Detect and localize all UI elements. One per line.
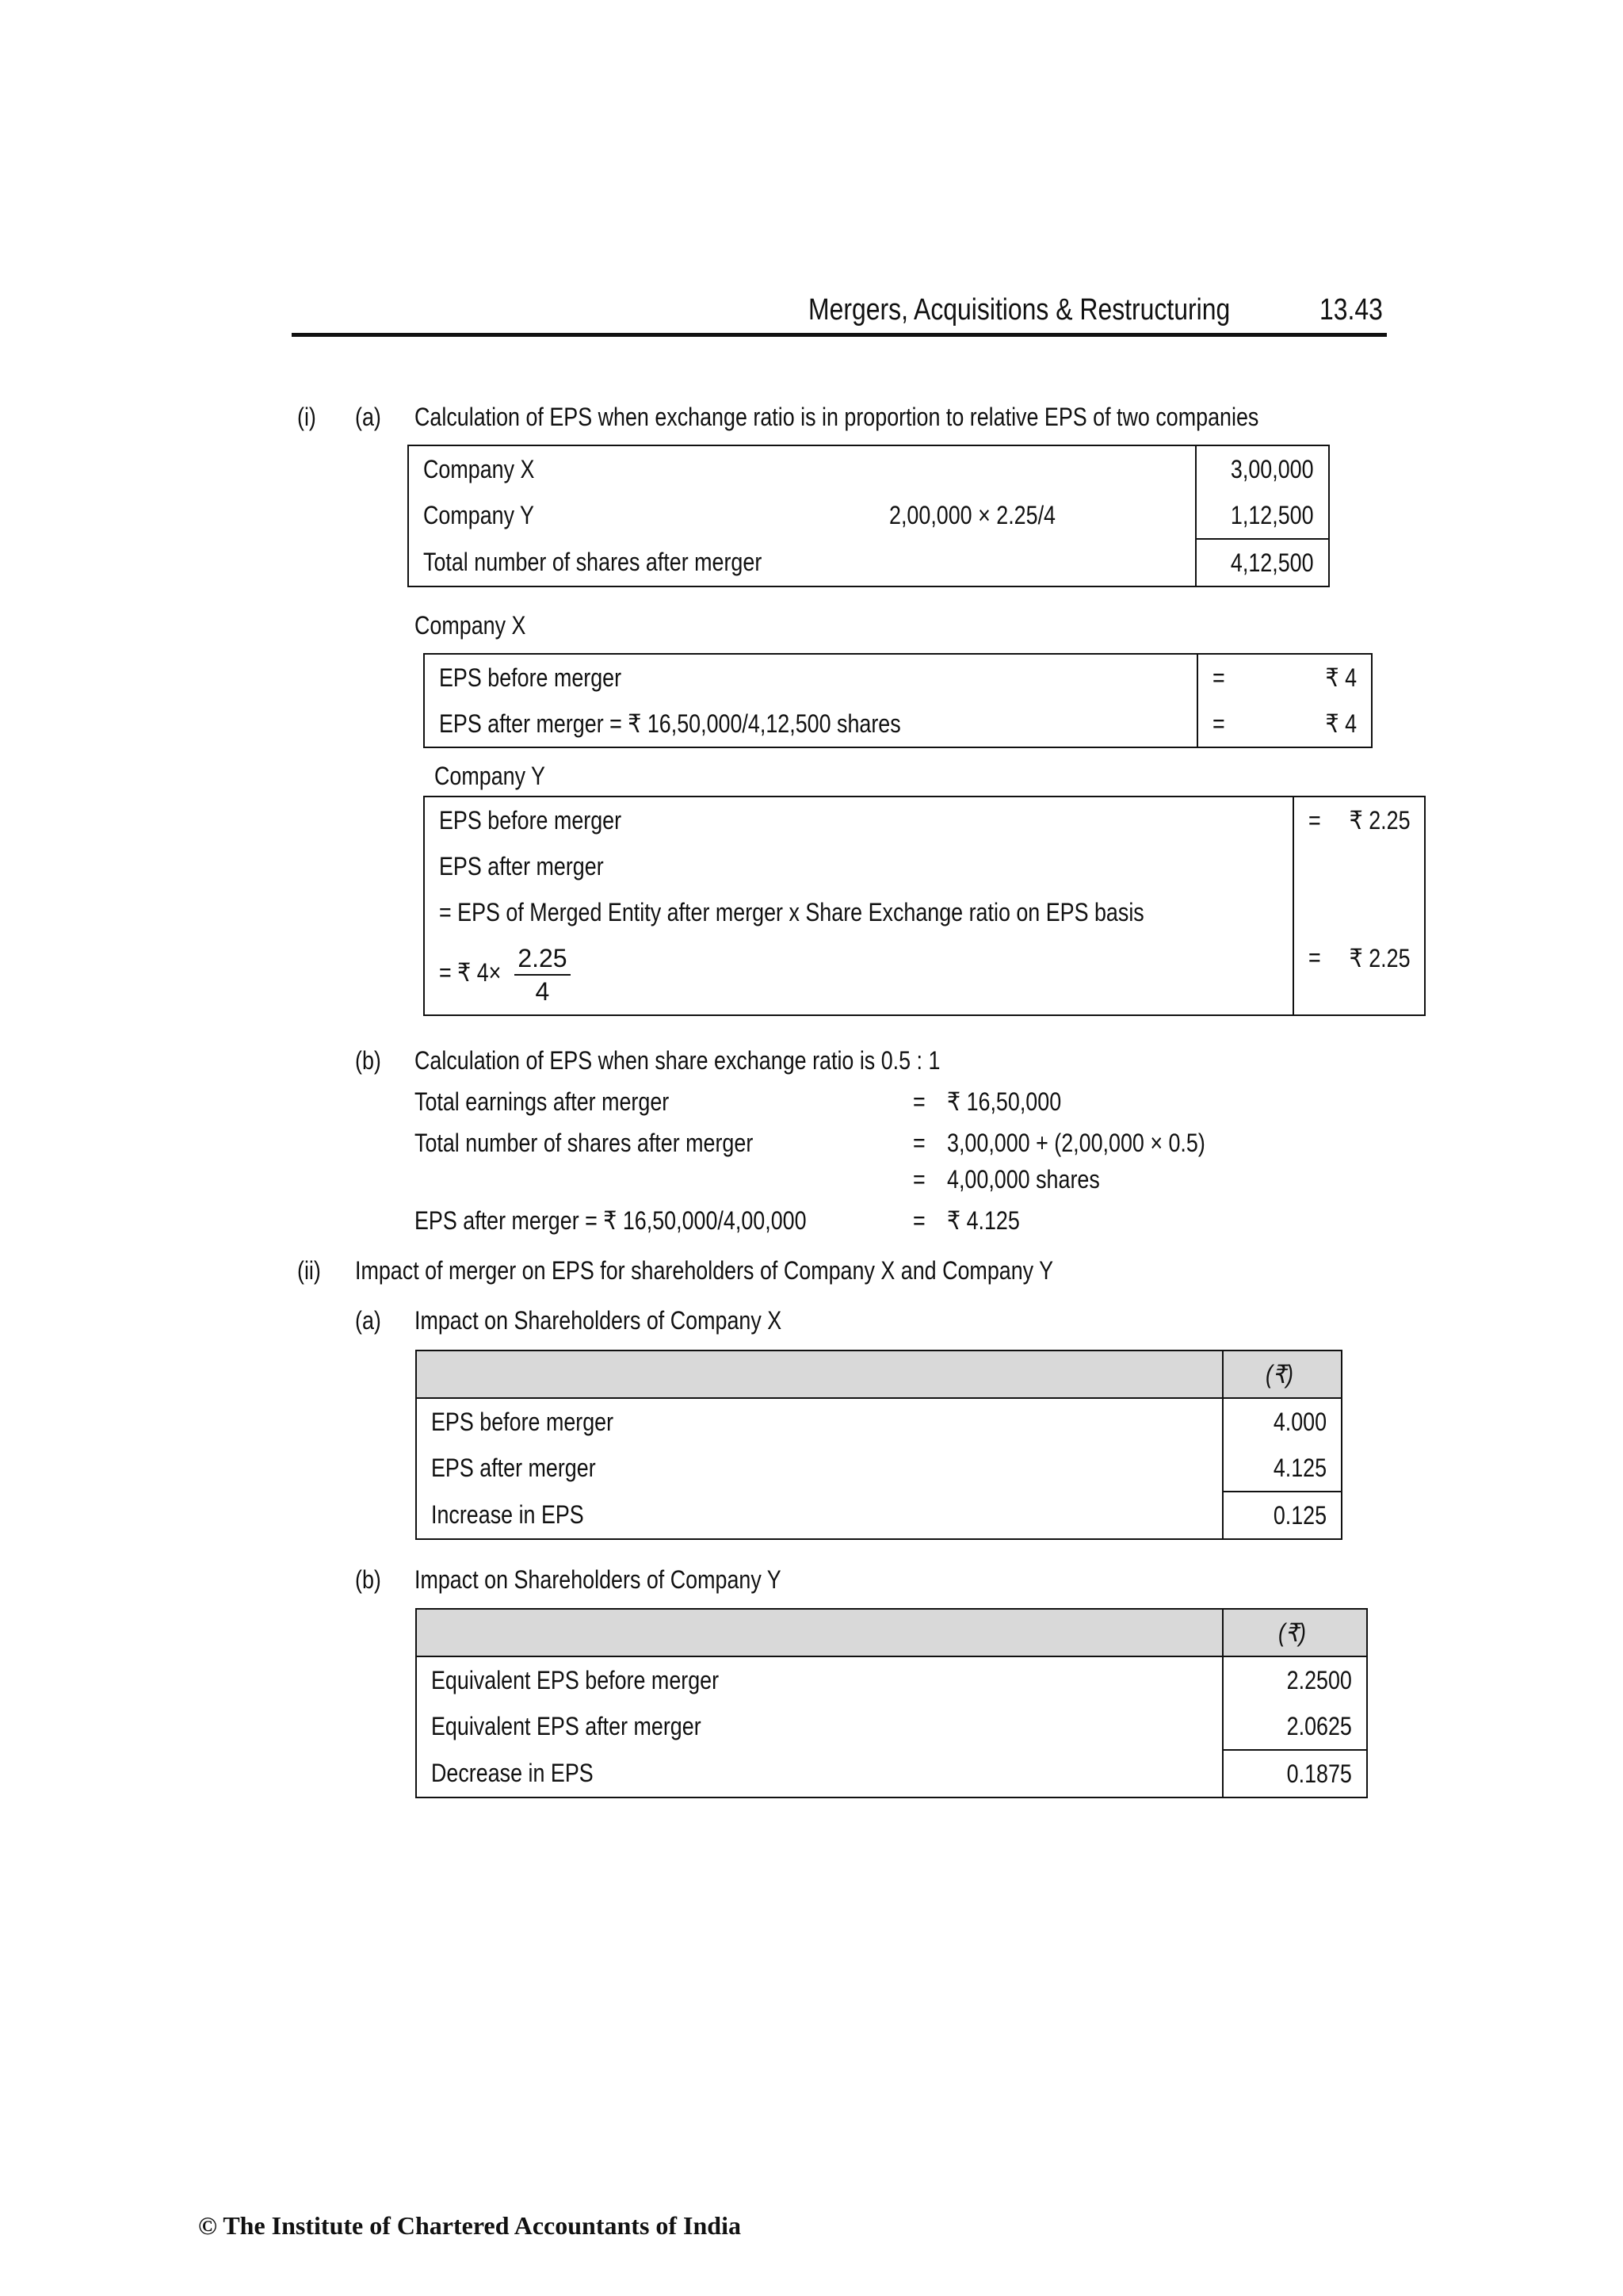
part-i-number: (i)	[297, 403, 316, 431]
footer-copyright: © The Institute of Chartered Accountants of India	[198, 2211, 741, 2240]
table-row	[424, 889, 1425, 935]
table-row	[408, 539, 1329, 586]
row-value: 2.2500	[1223, 1656, 1367, 1703]
row-formula: 2,00,000 × 2.25/4	[889, 501, 1056, 529]
row-value: ₹ 4	[1325, 709, 1357, 738]
part-ii-heading: Impact of merger on EPS for shareholders of Company X and Company Y	[355, 1256, 1054, 1285]
row-formula	[723, 445, 1196, 492]
company-y-impact-table	[415, 1608, 1368, 1798]
fraction: $\frac{2.25}{4}$	[514, 942, 570, 1007]
row-label: Company X	[423, 454, 535, 483]
table-row	[416, 1656, 1367, 1703]
row-label: EPS before merger	[431, 1407, 614, 1436]
row-label: Total number of shares after merger	[423, 548, 762, 576]
table-row	[424, 654, 1372, 701]
row-value: 4,12,500	[1196, 539, 1329, 586]
calc-line-value: 3,00,000 + (2,00,000 × 0.5)	[947, 1129, 1205, 1157]
row-label: Equivalent EPS before merger	[431, 1665, 720, 1694]
part-i-b-label: (b)	[355, 1046, 381, 1075]
part-ii-a-label: (a)	[355, 1306, 381, 1335]
calc-line-label: EPS after merger = ₹ 16,50,000/4,00,000	[414, 1206, 807, 1235]
row-formula: = EPS of Merged Entity after merger x Share Exchange ratio on EPS basis	[439, 897, 1144, 926]
table-row	[416, 1445, 1342, 1492]
table-row	[424, 701, 1372, 747]
table-row	[408, 445, 1329, 492]
company-y-title: Company Y	[434, 762, 545, 790]
running-header-title: Mergers, Acquisitions & Restructuring	[808, 293, 1231, 327]
company-y-eps-table	[423, 796, 1426, 1016]
row-equals: =	[1197, 654, 1228, 701]
row-fraction-formula: = ₹ 4× $\frac{2.25}{4}$	[424, 935, 1293, 1015]
row-value: ₹ 2.25	[1349, 944, 1411, 972]
calc-line-equals: =	[913, 1129, 926, 1157]
row-label: Company Y	[423, 501, 534, 529]
row-value: ₹ 4	[1325, 663, 1357, 692]
row-value: 4.000	[1223, 1398, 1342, 1445]
row-label: EPS before merger	[439, 663, 622, 692]
table-row	[416, 1398, 1342, 1445]
calc-line-label: Total earnings after merger	[414, 1087, 670, 1116]
table-row	[408, 492, 1329, 539]
shares-after-merger-table	[407, 445, 1330, 587]
row-equals: =	[1293, 797, 1323, 843]
calc-line-equals: =	[913, 1165, 926, 1194]
row-equals: =	[1197, 701, 1228, 747]
unit-header: (₹)	[1223, 1350, 1342, 1398]
table-row	[416, 1703, 1367, 1750]
part-ii-b-label: (b)	[355, 1565, 381, 1594]
company-x-impact-table	[415, 1350, 1342, 1540]
part-ii-number: (ii)	[297, 1256, 321, 1285]
row-value: 0.125	[1223, 1492, 1342, 1539]
calc-line-value: ₹ 16,50,000	[947, 1087, 1062, 1116]
part-i-a-label: (a)	[355, 403, 381, 431]
table-row	[416, 1492, 1342, 1539]
row-label: EPS after merger	[439, 851, 604, 881]
calc-line-label: Total number of shares after merger	[414, 1129, 754, 1157]
table-row	[424, 935, 1425, 1015]
table-row	[416, 1750, 1367, 1797]
row-value: 1,12,500	[1196, 492, 1329, 539]
row-value: 0.1875	[1223, 1750, 1367, 1797]
calc-line-value: ₹ 4.125	[947, 1206, 1020, 1235]
table-row	[424, 797, 1425, 843]
table-header-row	[416, 1350, 1342, 1398]
row-label: Equivalent EPS after merger	[431, 1712, 701, 1740]
company-x-eps-table	[423, 653, 1373, 748]
calc-line-value: 4,00,000 shares	[947, 1165, 1100, 1194]
row-value: ₹ 2.25	[1349, 806, 1411, 835]
row-label: EPS after merger	[431, 1454, 596, 1482]
row-value: 3,00,000	[1196, 445, 1329, 492]
row-equals: =	[1293, 935, 1323, 1015]
row-label: Increase in EPS	[431, 1500, 584, 1529]
company-x-title: Company X	[414, 611, 526, 640]
header-rule	[292, 333, 1387, 337]
page-number: 13.43	[1319, 293, 1383, 327]
part-i-b-heading: Calculation of EPS when share exchange ratio is 0.5 : 1	[414, 1046, 941, 1075]
calc-line-equals: =	[913, 1206, 926, 1235]
part-ii-b-heading: Impact on Shareholders of Company Y	[414, 1565, 781, 1594]
row-label: EPS after merger = ₹ 16,50,000/4,12,500 shares	[439, 709, 901, 738]
table-header-row	[416, 1609, 1367, 1656]
row-value: 2.0625	[1223, 1703, 1367, 1750]
calc-line-equals: =	[913, 1087, 926, 1116]
table-row	[424, 843, 1425, 889]
row-label: EPS before merger	[439, 805, 622, 835]
part-ii-a-heading: Impact on Shareholders of Company X	[414, 1306, 782, 1335]
row-value: 4.125	[1223, 1445, 1342, 1492]
part-i-a-heading: Calculation of EPS when exchange ratio is in proportion to relative EPS of two companies	[414, 403, 1259, 431]
unit-header: (₹)	[1223, 1609, 1367, 1656]
row-label: Decrease in EPS	[431, 1759, 594, 1787]
